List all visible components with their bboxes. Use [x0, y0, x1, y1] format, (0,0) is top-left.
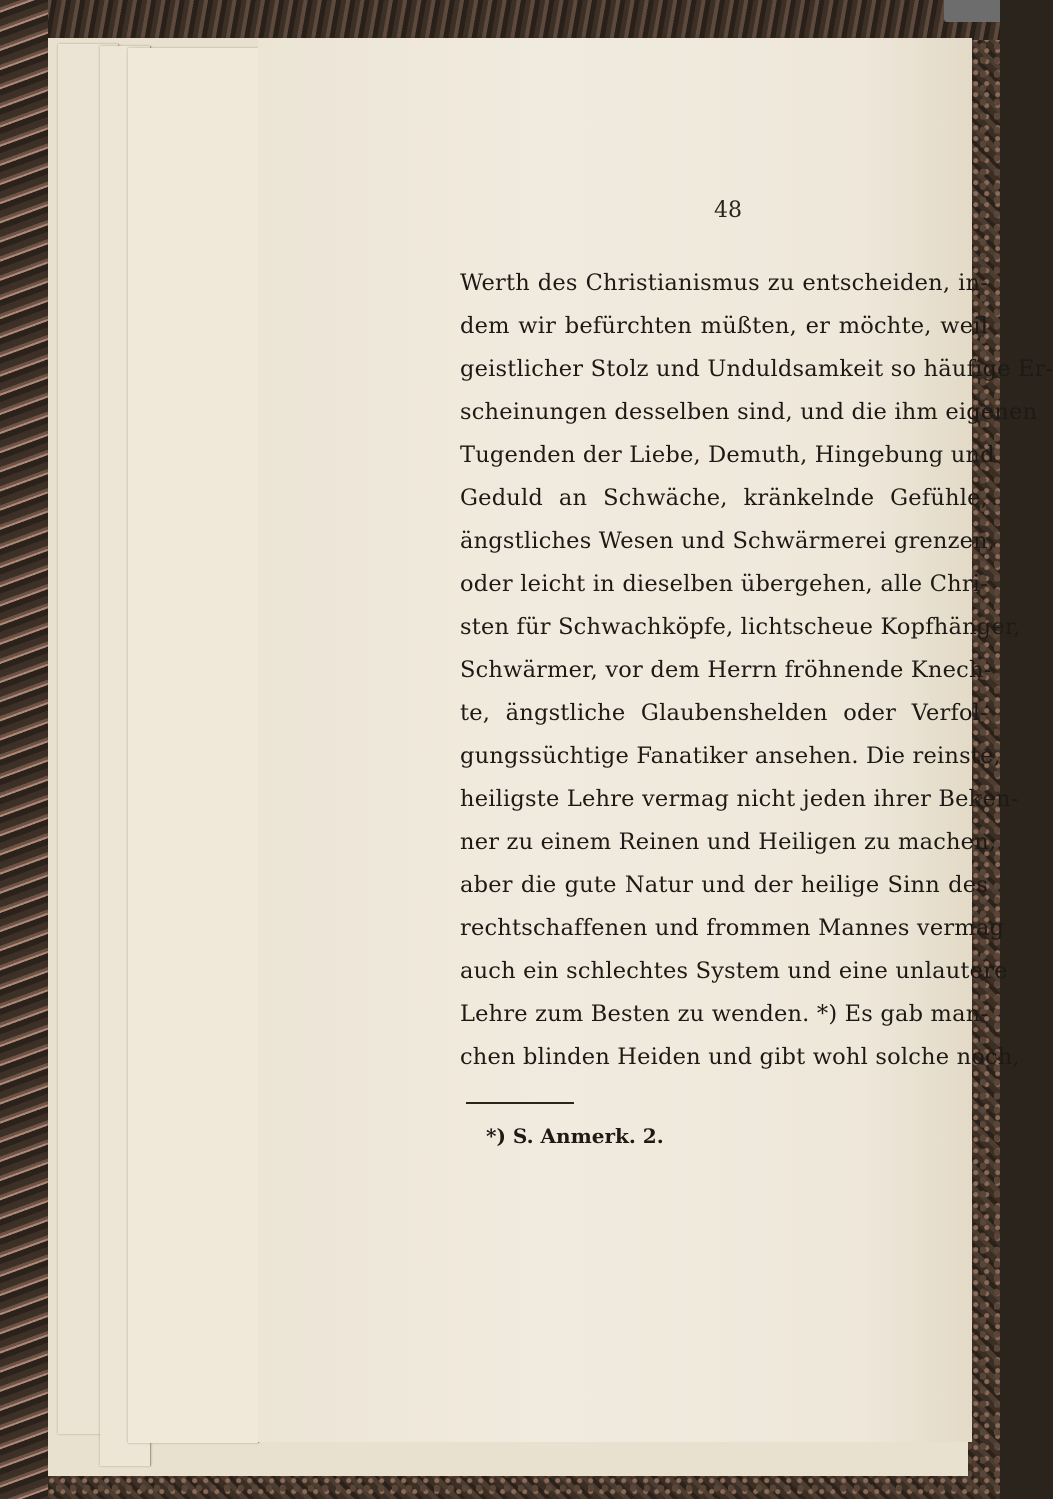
page-number: 48	[714, 198, 742, 223]
text-line: ängstliches Wesen und Schwärmerei grenzen,	[460, 528, 996, 554]
footnote: *) S. Anmerk. 2.	[486, 1124, 664, 1148]
text-line: te, ängstliche Glaubenshelden oder Verfol-	[460, 700, 988, 726]
text-line: chen blinden Heiden und gibt wohl solche noch,	[460, 1044, 1020, 1070]
text-line: ner zu einem Reinen und Heiligen zu machen;	[460, 829, 997, 855]
text-line: Schwärmer, vor dem Herrn fröhnende Knech-	[460, 657, 992, 683]
text-line: aber die gute Natur und der heilige Sinn des	[460, 872, 988, 898]
text-line: Geduld an Schwäche, kränkelnde Gefühle,	[460, 485, 988, 511]
text-line: Tugenden der Liebe, Demuth, Hingebung und	[460, 442, 995, 468]
text-line: heiligste Lehre vermag nicht jeden ihrer Beken-	[460, 786, 1019, 812]
scan-corner-tab	[944, 0, 1000, 22]
marbled-cover-edge	[0, 0, 48, 1499]
text-line: oder leicht in dieselben übergehen, alle Chri-	[460, 571, 988, 597]
text-line: rechtschaffenen und frommen Mannes vermag	[460, 915, 1005, 941]
text-line: Werth des Christianismus zu entscheiden, in-	[460, 270, 988, 296]
text-line: sten für Schwachköpfe, lichtscheue Kopfhänger,	[460, 614, 1021, 640]
book-cover-top-edge	[0, 0, 1000, 40]
text-line: auch ein schlechtes System und eine unlautere	[460, 958, 1008, 984]
body-text	[460, 262, 1053, 1079]
page-leaf-edge-3	[128, 48, 259, 1443]
text-line: dem wir befürchten müßten, er möchte, weil	[460, 313, 988, 339]
text-line: Lehre zum Besten zu wenden. *) Es gab man-	[460, 1001, 989, 1027]
text-line: geistlicher Stolz und Unduldsamkeit so häufige Er-	[460, 356, 1053, 382]
footnote-divider	[466, 1102, 574, 1104]
text-line: scheinungen desselben sind, und die ihm eigenen	[460, 399, 1038, 425]
text-line: gungssüchtige Fanatiker ansehen. Die reinste,	[460, 743, 1001, 769]
